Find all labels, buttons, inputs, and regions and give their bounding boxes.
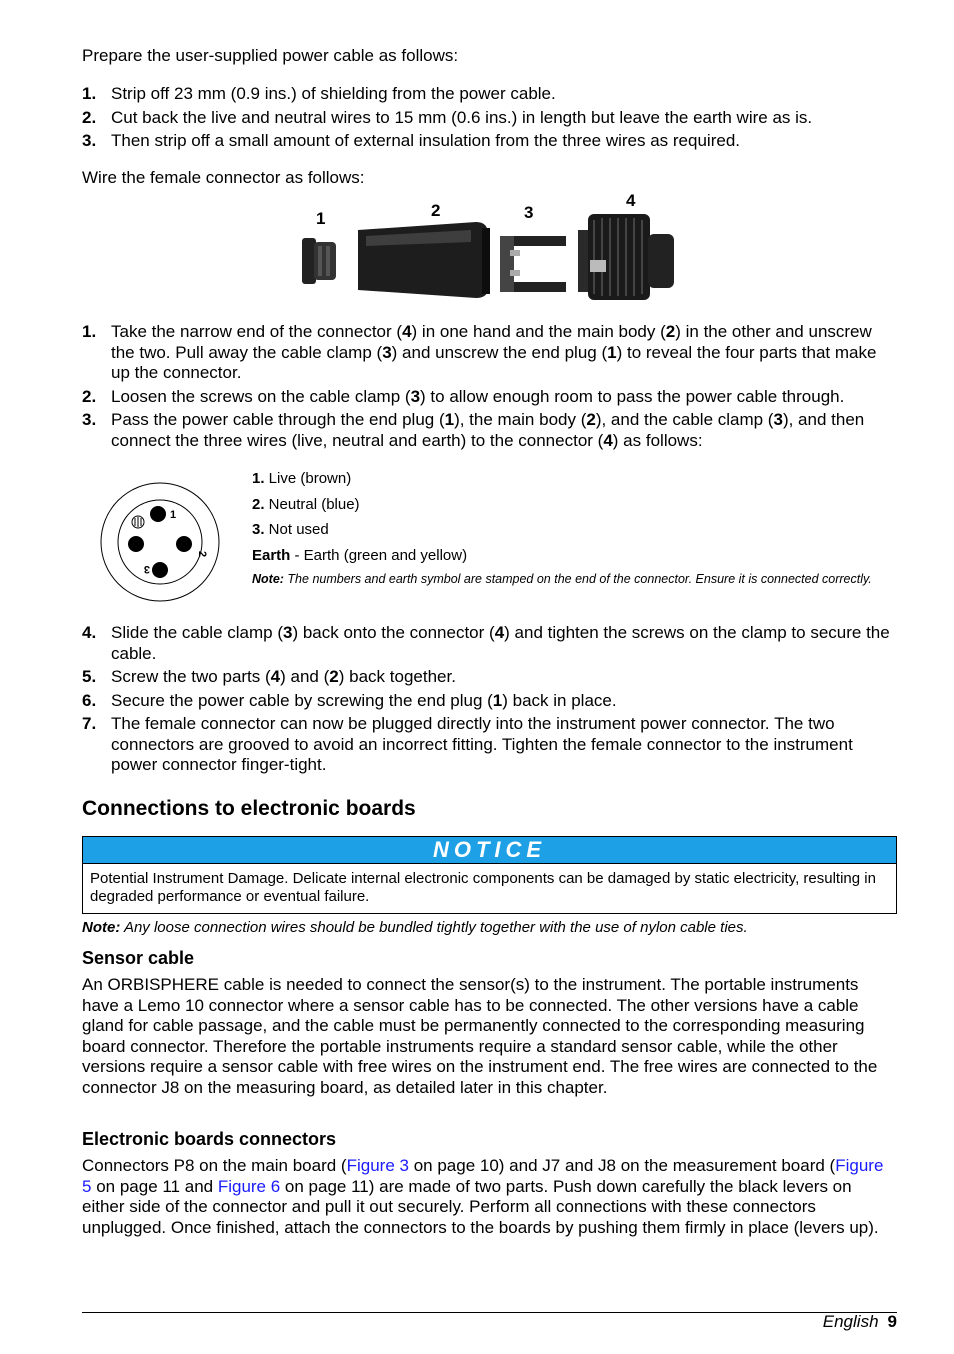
pin-label-3: 3 <box>143 563 150 575</box>
step-text: Pass the power cable through the end plug (1), the main body (2), and the cable clamp (3), and then connect the three wires (live, neutral and earth) to the connector (4) as follows: <box>111 410 865 450</box>
step-number: 1. <box>82 322 97 341</box>
figure-3-link[interactable]: Figure 3 <box>346 1156 409 1175</box>
step-number: 5. <box>82 667 97 686</box>
figure-label-1: 1 <box>316 209 326 228</box>
cable-clamp-part <box>500 236 566 292</box>
legend-row <box>252 470 897 496</box>
end-plug-part <box>302 238 336 284</box>
notice-title: NOTICE <box>83 837 896 864</box>
legend-row <box>252 547 897 573</box>
list-item <box>82 387 897 408</box>
legend-text: - Earth (green and yellow) <box>290 546 468 564</box>
prep-steps-list <box>82 84 897 155</box>
list-item <box>82 410 897 451</box>
legend-text: Live (brown) <box>264 470 352 487</box>
figure-5-link[interactable]: Figure 5 <box>82 1156 884 1196</box>
legend-row <box>252 521 897 547</box>
wire-intro-text: Wire the female connector as follows: <box>82 168 365 187</box>
step-number: 3. <box>82 131 97 150</box>
intro-text: Prepare the user-supplied power cable as follows: <box>82 46 459 65</box>
sensor-cable-text: An ORBISPHERE cable is needed to connect the sensor(s) to the instrument. The portable instruments have a Lemo 10 connector where a sensor cable has to be connected. The other versions have a cable gland for cable passage, and the cable must be permanently connected to the corresponding measuring board connector. Therefore the portable instruments require a standard sensor cable, while the other versions require a sensor cable with free wires on the instrument end. The free wires are connected to the connector J8 on the measuring board, as detailed later in this chapter. <box>82 975 878 1097</box>
notice-body: Potential Instrument Damage. Delicate internal electronic components can be damaged by static electricity, resulting in degraded performance or eventual failure. <box>90 870 876 905</box>
list-item <box>82 108 897 129</box>
legend-text: Neutral (blue) <box>264 495 360 513</box>
pin-earth <box>128 536 144 552</box>
step-text: Slide the cable clamp (3) back onto the connector (4) and tighten the screws on the clamp to secure the cable. <box>111 623 890 663</box>
footer-rule <box>82 1312 897 1313</box>
pin-3 <box>152 562 168 578</box>
list-item <box>82 714 897 776</box>
connector-part <box>578 214 674 300</box>
pin-label-1: 1 <box>170 509 177 521</box>
pin-label-2: 2 <box>196 551 208 558</box>
text-run: on page 11 and <box>91 1176 218 1196</box>
legend-key: Earth <box>252 546 291 564</box>
legend-note <box>252 571 897 587</box>
step-number: 6. <box>82 690 97 710</box>
cable-ties-note <box>82 919 748 937</box>
figure-label-2: 2 <box>431 201 441 220</box>
step-number: 1. <box>82 84 97 103</box>
page-number: 9 <box>887 1312 897 1331</box>
legend-key: 1. <box>252 470 265 487</box>
pin-1 <box>150 506 166 522</box>
wiring-steps-list <box>82 322 897 454</box>
step-text: The female connector can now be plugged directly into the instrument power connector. The two connectors are grooved to avoid an incorrect fitting. Tighten the female connector to the instrument power connector finger-tight. <box>111 714 853 774</box>
step-text: Then strip off a small amount of external insulation from the three wires as required. <box>111 131 740 150</box>
list-item <box>82 322 897 384</box>
figure-label-4: 4 <box>626 191 636 210</box>
step-text: Screw the two parts (4) and (2) back together. <box>111 667 456 686</box>
footer-language: English <box>822 1312 879 1331</box>
legend-key: 2. <box>252 495 265 513</box>
list-item <box>82 131 897 152</box>
text-run: Connectors P8 on the main board ( <box>82 1156 347 1175</box>
figure-6-link[interactable]: Figure 6 <box>217 1176 281 1196</box>
pin-legend <box>252 470 897 587</box>
step-text: Take the narrow end of the connector (4) in one hand and the main body (2) in the other and unscrew the two. Pull away the cable clamp (3) and unscrew the end plug (1) to reveal the four parts that make up the connector. <box>111 322 877 382</box>
list-item <box>82 84 897 105</box>
step-number: 2. <box>82 386 97 406</box>
legend-row <box>252 496 897 522</box>
note-label: Note: <box>82 919 121 936</box>
list-item <box>82 667 897 688</box>
text-run: on page 10) and J7 and J8 on the measurement board ( <box>408 1156 836 1175</box>
section-title: Connections to electronic boards <box>82 797 416 820</box>
main-body-part <box>358 222 490 298</box>
pin-2 <box>176 536 192 552</box>
step-text: Loosen the screws on the cable clamp (3) to allow enough room to pass the power cable through. <box>111 386 845 406</box>
list-item <box>82 691 897 712</box>
legend-note-text: The numbers and earth symbol are stamped on the end of the connector. Ensure it is connected correctly. <box>283 572 872 586</box>
step-text: Cut back the live and neutral wires to 15 mm (0.6 ins.) in length but leave the earth wire as is. <box>111 107 813 127</box>
boards-connectors-heading: Electronic boards connectors <box>82 1129 337 1149</box>
legend-note-label: Note: <box>252 572 284 586</box>
connector-parts-figure <box>296 190 686 305</box>
pin-layout-figure <box>98 480 222 604</box>
note-text: Any loose connection wires should be bundled tightly together with the use of nylon cable ties. <box>120 919 748 936</box>
text-run: on page 11) are made of two parts. Push down carefully the black levers on either side of the connector and pull it out securely. Perform all connections with these connectors unplugged. Once finished, attach the connectors to the boards by pushing them firmly in place (levers up). <box>82 1176 879 1237</box>
legend-text: Not used <box>264 521 329 538</box>
step-number: 7. <box>82 714 97 733</box>
list-item <box>82 623 897 664</box>
step-number: 3. <box>82 410 97 429</box>
step-number: 4. <box>82 623 97 642</box>
notice-box <box>82 836 897 914</box>
step-text: Strip off 23 mm (0.9 ins.) of shielding from the power cable. <box>111 84 556 103</box>
step-text: Secure the power cable by screwing the end plug (1) back in place. <box>111 690 617 710</box>
legend-key: 3. <box>252 521 265 538</box>
finishing-steps-list <box>82 623 897 779</box>
step-number: 2. <box>82 107 97 127</box>
figure-label-3: 3 <box>524 203 534 222</box>
sensor-cable-heading: Sensor cable <box>82 948 195 968</box>
boards-connectors-text <box>82 1156 897 1238</box>
page-footer <box>823 1312 897 1332</box>
